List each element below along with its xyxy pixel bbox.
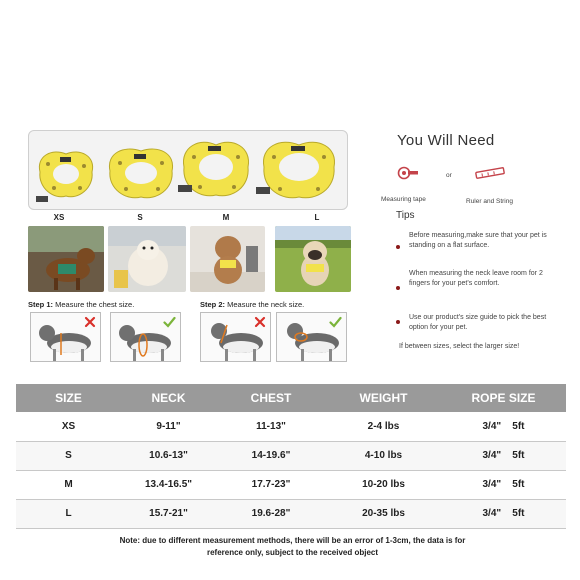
cell-rope-size xyxy=(441,412,566,441)
dog-photo-pug xyxy=(275,226,351,292)
note-line-1: Note: due to different measurement methods, there will be an error of 1-3cm, the data is for xyxy=(119,536,466,545)
table-row xyxy=(16,470,566,499)
step2-number: Step 2: xyxy=(200,300,226,309)
size-label-l: L xyxy=(314,213,320,222)
cell-chest: 14-19.6" xyxy=(216,441,326,470)
or-text: or xyxy=(446,172,452,179)
step2-text: Measure the neck size. xyxy=(227,300,305,309)
rope-length: 5ft xyxy=(512,420,525,432)
table-header-row xyxy=(16,384,566,412)
note-line-2: reference only, subject to the received object xyxy=(206,548,379,557)
header-chest: CHEST xyxy=(250,391,292,405)
cell-chest: 19.6-28" xyxy=(216,499,326,528)
cell-chest: 17.7-23" xyxy=(216,470,326,499)
harness-l-image xyxy=(256,133,342,207)
tip-bullet xyxy=(396,320,400,324)
rope-width: 3/4" xyxy=(482,508,502,519)
tip-bullet xyxy=(396,245,400,249)
cell-neck: 9-11" xyxy=(121,412,216,441)
check-icon xyxy=(163,316,176,328)
cell-size: L xyxy=(16,499,121,528)
step1-text: Measure the chest size. xyxy=(55,300,135,309)
header-neck: NECK xyxy=(151,391,186,405)
measuring-tape-icon xyxy=(397,166,419,180)
cell-size: M xyxy=(16,470,121,499)
dog-photo-dachshund xyxy=(28,226,104,292)
cross-icon xyxy=(84,316,96,328)
size-label-m: M xyxy=(222,213,230,222)
ruler-icon xyxy=(474,166,508,180)
cell-weight: 10-20 lbs xyxy=(326,470,441,499)
size-label-s: S xyxy=(137,213,143,222)
cell-weight: 20-35 lbs xyxy=(326,499,441,528)
rope-length: 5ft xyxy=(512,450,525,461)
cell-neck: 13.4-16.5" xyxy=(121,470,216,499)
step1-label xyxy=(28,300,134,309)
step1-number: Step 1: xyxy=(28,300,54,309)
rope-width: 3/4" xyxy=(482,420,502,432)
cell-weight: 4-10 lbs xyxy=(326,441,441,470)
header-weight: WEIGHT xyxy=(359,391,408,405)
harness-m-image xyxy=(178,133,254,205)
measurement-note xyxy=(100,535,485,559)
cell-size: S xyxy=(16,441,121,470)
tip-bullet xyxy=(396,286,400,290)
table-row xyxy=(16,499,566,528)
you-will-need-title: You Will Need xyxy=(397,132,495,149)
cell-rope-size xyxy=(441,470,566,499)
cell-chest: 11-13" xyxy=(216,412,326,441)
tip-item: When measuring the neck leave room for 2 fingers for your pet's comfort. xyxy=(409,270,543,287)
harness-s-image xyxy=(104,139,178,207)
measuring-tape-label: Measuring tape xyxy=(381,196,426,203)
cell-size: XS xyxy=(16,412,121,441)
rope-length: 5ft xyxy=(512,508,525,519)
cross-icon xyxy=(254,316,266,328)
rope-width: 3/4" xyxy=(482,479,502,490)
step2-wrong-image xyxy=(200,312,271,362)
header-rope-size: ROPE SIZE xyxy=(471,391,536,405)
tips-title: Tips xyxy=(396,210,415,221)
between-sizes-note: If between sizes, select the larger size! xyxy=(399,343,520,350)
check-icon xyxy=(329,316,342,328)
step1-wrong-image xyxy=(30,312,101,362)
rope-width: 3/4" xyxy=(482,450,502,461)
dog-photo-poodle xyxy=(190,226,265,292)
step2-label xyxy=(200,300,304,309)
cell-weight: 2-4 lbs xyxy=(326,412,441,441)
tip-item: Use our product's size guide to pick the best option for your pet. xyxy=(409,314,547,331)
harness-xs-image xyxy=(34,142,100,206)
cell-rope-size xyxy=(441,441,566,470)
dog-photo-pomeranian xyxy=(108,226,186,292)
ruler-string-label: Ruler and String xyxy=(466,198,513,205)
cell-neck: 10.6-13" xyxy=(121,441,216,470)
header-size: SIZE xyxy=(55,391,82,405)
step1-correct-image xyxy=(110,312,181,362)
rope-length: 5ft xyxy=(512,479,525,490)
table-row xyxy=(16,441,566,470)
cell-rope-size xyxy=(441,499,566,528)
size-chart-table xyxy=(16,384,566,529)
step2-correct-image xyxy=(276,312,347,362)
tip-item: Before measuring,make sure that your pet is standing on a flat surface. xyxy=(409,232,547,249)
table-row xyxy=(16,412,566,441)
cell-neck: 15.7-21" xyxy=(121,499,216,528)
size-label-xs: XS xyxy=(53,213,65,222)
